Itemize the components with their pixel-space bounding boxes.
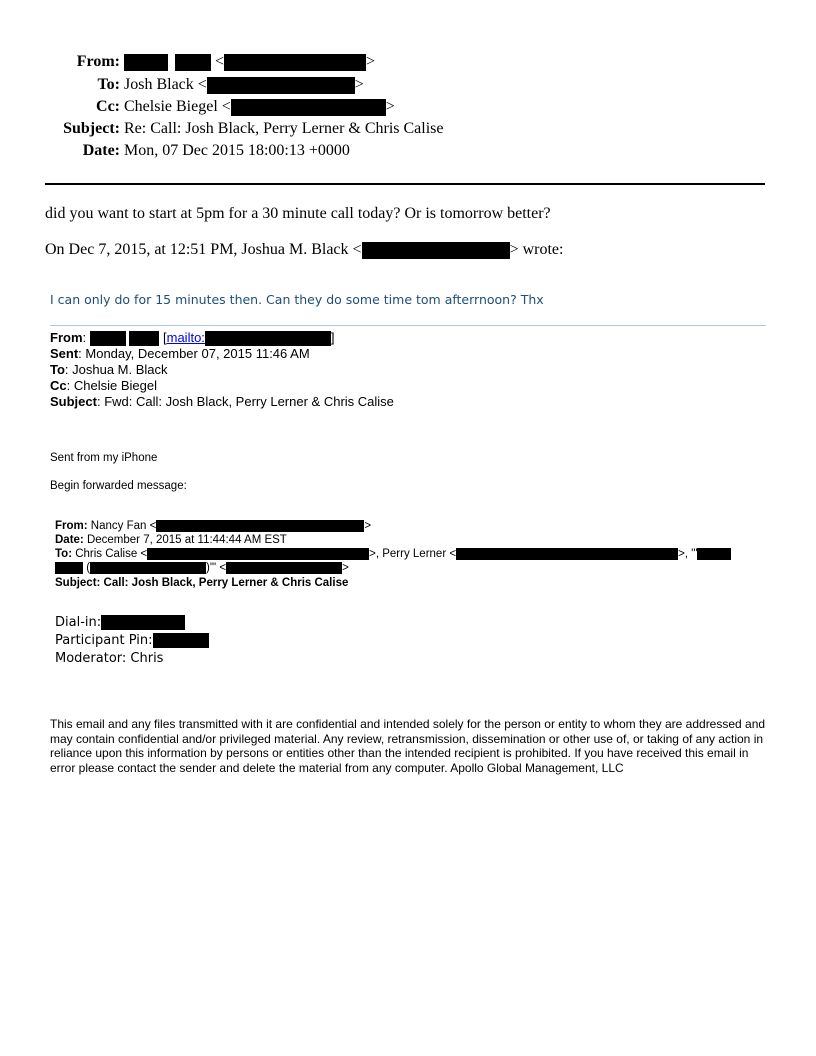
nested-date-row: [55, 533, 287, 547]
nested-date-value: December 7, 2015 at 11:44:44 AM EST: [83, 534, 287, 546]
redacted-block: [153, 633, 209, 648]
nested-line2-paren: (: [83, 562, 91, 574]
fwd-to-label: To: [50, 362, 65, 377]
mailto-link[interactable]: mailto:: [166, 330, 205, 345]
fwd-subject-label: Subject: [50, 394, 97, 409]
colon: :: [82, 330, 87, 345]
nested-to-end: >, '": [678, 548, 698, 560]
nested-from-label: From:: [55, 520, 88, 532]
fwd-cc-value: : Chelsie Biegel: [66, 378, 157, 393]
quoted-reply: I can only do for 15 minutes then. Can they do some time tom afterrnoon? Thx: [50, 292, 544, 307]
close-bracket: >: [354, 76, 364, 93]
nested-line2-mid: )'" <: [206, 562, 227, 574]
mailto-close: ]: [330, 330, 335, 345]
redacted-block: [129, 331, 159, 346]
mailto-open: [: [163, 330, 167, 345]
fwd-subject-value: : Fwd: Call: Josh Black, Perry Lerner & Chris Calise: [96, 394, 394, 409]
close-bracket: >: [342, 562, 349, 574]
quote-intro-pre: On Dec 7, 2015, at 12:51 PM, Joshua M. Black <: [45, 241, 362, 258]
redacted-block: [90, 331, 126, 346]
dialin-label: Dial-in:: [55, 615, 102, 630]
quote-divider: [50, 325, 766, 326]
redacted-block: [156, 520, 364, 532]
redacted-block: [231, 99, 386, 116]
subject-value: Re: Call: Josh Black, Perry Lerner & Chris Calise: [124, 120, 444, 137]
fwd-from-label: From: [50, 330, 83, 345]
nested-date-label: Date:: [55, 534, 84, 546]
date-value: Mon, 07 Dec 2015 18:00:13 +0000: [124, 142, 350, 159]
pin-label: Participant Pin:: [55, 633, 153, 648]
dialin-row: [55, 614, 185, 632]
quote-intro-post: > wrote:: [509, 241, 564, 258]
nested-to-row: [55, 547, 731, 561]
nested-from-value: Nancy Fan <: [87, 520, 157, 532]
to-label: To:: [97, 76, 120, 93]
to-value: Josh Black <: [124, 76, 207, 93]
redacted-block: [147, 548, 369, 560]
pin-row: [55, 632, 209, 650]
redacted-block: [456, 548, 678, 560]
header-divider: [45, 183, 765, 185]
redacted-block: [205, 331, 331, 346]
redacted-block: [362, 242, 510, 259]
fwd-from-row: [50, 330, 335, 346]
fwd-sent-label: Sent: [50, 346, 79, 361]
redacted-block: [224, 54, 366, 71]
fwd-cc-label: Cc: [50, 378, 67, 393]
begin-forwarded: Begin forwarded message:: [50, 480, 187, 492]
nested-subject: Subject: Call: Josh Black, Perry Lerner & Chris Calise: [55, 577, 349, 589]
quote-intro: [45, 241, 563, 259]
from-value: [124, 52, 375, 72]
close-bracket: >: [385, 98, 395, 115]
redacted-block: [90, 562, 206, 574]
message-line: did you want to start at 5pm for a 30 minute call today? Or is tomorrow better?: [45, 205, 551, 222]
nested-to-value: Chris Calise <: [72, 548, 148, 560]
close-bracket: >: [364, 520, 372, 532]
subject-label: Subject:: [63, 120, 120, 137]
nested-to-label: To:: [55, 548, 73, 560]
cc-label: Cc:: [96, 98, 120, 115]
close-bracket: >: [366, 53, 376, 70]
to-value-wrap: [124, 75, 364, 95]
redacted-block: [697, 548, 731, 560]
redacted-block: [175, 54, 211, 71]
cc-value-wrap: [124, 97, 395, 117]
sent-from-iphone: Sent from my iPhone: [50, 452, 158, 464]
fwd-to-row: [50, 362, 168, 378]
fwd-cc-row: [50, 378, 157, 394]
nested-from-row: [55, 519, 371, 533]
nested-to-mid: >, Perry Lerner <: [369, 548, 457, 560]
redacted-block: [226, 562, 342, 574]
disclaimer: This email and any files transmitted with it are confidential and intended solely for the person or entity to whom they are addressed and may contain confidential and/or privileged material. Any review, retransmission, dissemination or other use of, or taking of any action in reliance upon this information by persons or entities other than the intended recipient is prohibited. If you have received this email in error please contact the sender and delete the material from any computer. Apollo Global Management, LLC: [50, 717, 766, 775]
open-bracket: <: [215, 53, 225, 70]
fwd-sent-value: : Monday, December 07, 2015 11:46 AM: [78, 346, 310, 361]
cc-value: Chelsie Biegel <: [124, 98, 231, 115]
redacted-block: [55, 562, 83, 574]
redacted-block: [101, 615, 185, 630]
date-label: Date:: [82, 142, 120, 159]
fwd-sent-row: [50, 346, 310, 362]
moderator-row: Moderator: Chris: [55, 651, 164, 666]
nested-to-row-2: [55, 561, 349, 575]
fwd-subject-row: [50, 394, 394, 410]
redacted-block: [124, 54, 168, 71]
from-label: From:: [76, 53, 120, 70]
fwd-to-value: : Joshua M. Black: [64, 362, 168, 377]
redacted-block: [207, 77, 355, 94]
